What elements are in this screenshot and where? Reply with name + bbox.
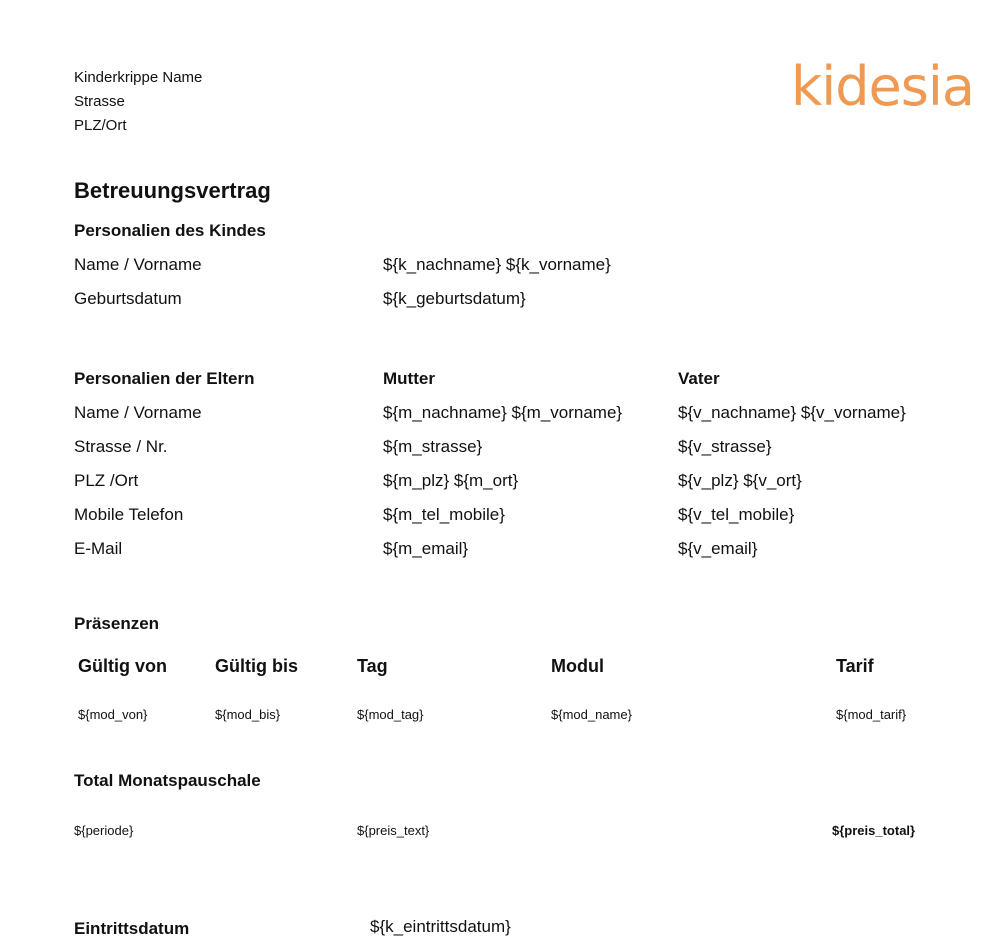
mother-value: ${m_plz} ${m_ort}	[383, 471, 519, 490]
total-periode: ${periode}	[74, 823, 134, 838]
child-birth-label: Geburtsdatum	[74, 289, 182, 308]
entry-date-value: ${k_eintrittsdatum}	[370, 917, 511, 936]
parent-row-label: PLZ /Ort	[74, 471, 139, 490]
presence-cell: ${mod_tarif}	[836, 707, 907, 722]
father-value: ${v_tel_mobile}	[678, 505, 795, 524]
presence-cell: ${mod_von}	[78, 707, 148, 722]
mother-value: ${m_email}	[383, 539, 469, 558]
total-preis-total: ${preis_total}	[832, 823, 916, 838]
kidesia-logo: kidesia	[791, 55, 975, 118]
document-title: Betreuungsvertrag	[74, 178, 271, 203]
total-section-heading: Total Monatspauschale	[74, 771, 261, 790]
child-birth-value: ${k_geburtsdatum}	[383, 289, 526, 308]
mother-value: ${m_strasse}	[383, 437, 483, 456]
parent-row-label: E-Mail	[74, 539, 123, 558]
father-value: ${v_nachname} ${v_vorname}	[678, 403, 906, 422]
presence-column-header: Gültig von	[78, 656, 167, 676]
father-value: ${v_strasse}	[678, 437, 772, 456]
total-preis-text: ${preis_text}	[357, 823, 430, 838]
presence-column-header: Gültig bis	[215, 656, 298, 676]
address-line-2: Strasse	[74, 93, 125, 110]
parents-section-heading: Personalien der Eltern	[74, 369, 255, 388]
child-name-label: Name / Vorname	[74, 255, 202, 274]
parent-row-label: Mobile Telefon	[74, 505, 184, 524]
presence-cell: ${mod_bis}	[215, 707, 281, 722]
presence-column-header: Modul	[551, 656, 604, 676]
presence-cell: ${mod_tag}	[357, 707, 424, 722]
mother-value: ${m_nachname} ${m_vorname}	[383, 403, 623, 422]
address-line-3: PLZ/Ort	[74, 117, 127, 134]
parent-row-label: Name / Vorname	[74, 403, 202, 422]
address-line-1: Kinderkrippe Name	[74, 69, 203, 86]
father-column-heading: Vater	[678, 369, 720, 388]
child-section-heading: Personalien des Kindes	[74, 221, 266, 240]
mother-column-heading: Mutter	[383, 369, 435, 388]
presence-cell: ${mod_name}	[551, 707, 632, 722]
father-value: ${v_plz} ${v_ort}	[678, 471, 802, 490]
child-name-value: ${k_nachname} ${k_vorname}	[383, 255, 611, 274]
entry-date-label: Eintrittsdatum	[74, 919, 190, 938]
presence-column-header: Tag	[357, 656, 388, 676]
parent-row-label: Strasse / Nr.	[74, 437, 168, 456]
presence-column-header: Tarif	[836, 656, 874, 676]
father-value: ${v_email}	[678, 539, 758, 558]
mother-value: ${m_tel_mobile}	[383, 505, 505, 524]
presence-section-heading: Präsenzen	[74, 614, 160, 633]
